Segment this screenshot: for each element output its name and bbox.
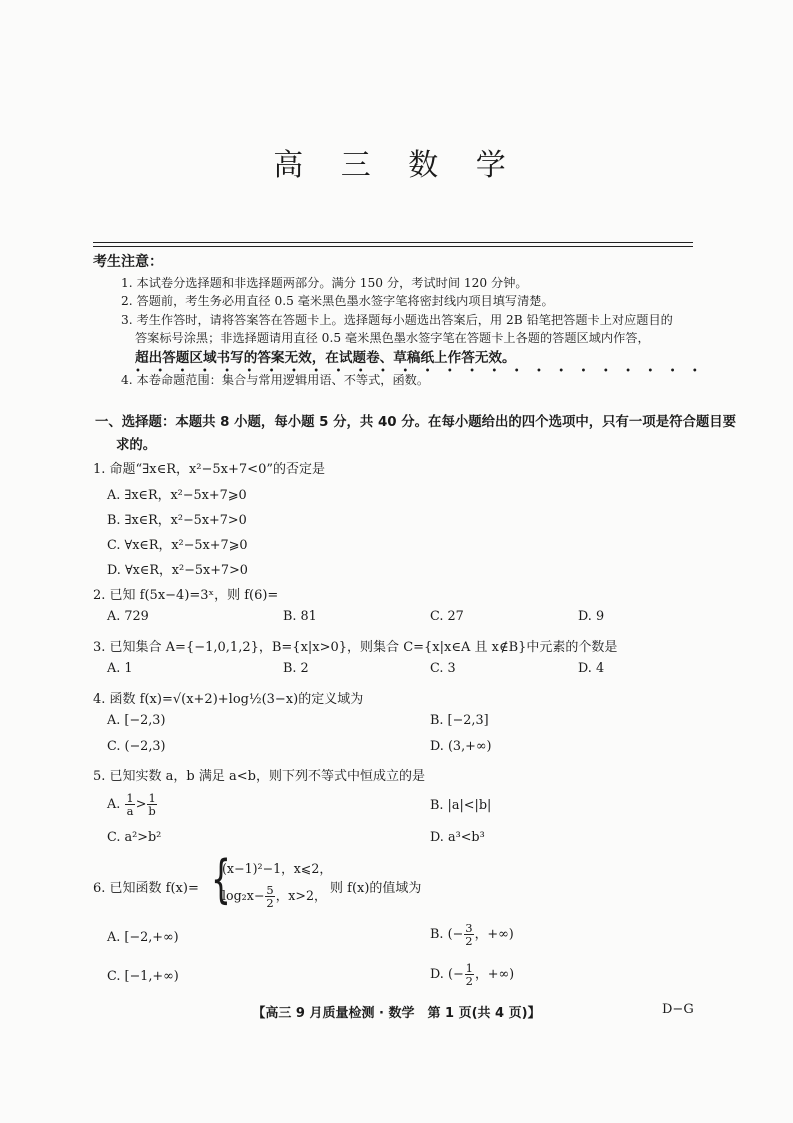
header-divider bbox=[93, 242, 693, 243]
notice-item-4: 4. 本卷命题范围：集合与常用逻辑用语、不等式，函数。 bbox=[121, 373, 430, 387]
notice-item-3-emphasis: 超出答题区域书写的答案无效，在试题卷、草稿纸上作答无效。 bbox=[135, 350, 516, 366]
option-label: A. bbox=[107, 797, 121, 813]
question-6-option-c: C. [−1,+∞) bbox=[107, 969, 179, 984]
piecewise-case-2: log₂x− $\frac{5}{2}$ ，x>2， bbox=[222, 883, 327, 911]
paper-code: D−G bbox=[662, 1002, 694, 1017]
piecewise-case-1: (x−1)²−1，x⩽2， bbox=[222, 861, 332, 876]
section-heading-cont: 求的。 bbox=[116, 438, 157, 453]
question-2-stem: 2. 已知 f(5x−4)=3ˣ，则 f(6)= bbox=[93, 588, 279, 603]
question-6-stem-prefix: 6. 已知函数 f(x)= bbox=[93, 881, 199, 896]
question-4-option-b: B. [−2,3] bbox=[430, 713, 489, 728]
fraction-3-over-2: $\frac{3}{2}$ bbox=[465, 921, 473, 949]
question-3-option-d: D. 4 bbox=[578, 661, 605, 676]
piecewise-brace: { bbox=[211, 850, 231, 910]
question-1-option-c: C. ∀x∈R，x²−5x+7⩾0 bbox=[107, 538, 248, 553]
question-6-stem-suffix: 则 f(x)的值域为 bbox=[330, 881, 422, 896]
question-3-option-c: C. 3 bbox=[430, 661, 456, 676]
question-3-stem: 3. 已知集合 A={−1,0,1,2}，B={x|x>0}，则集合 C={x|x∈A 且 x∉B}中元素的个数是 bbox=[93, 640, 618, 655]
question-6-option-d: D. (− $\frac{1}{2}$ ，+∞) bbox=[430, 961, 515, 989]
emphasis-dots: • • • • • • • • • • • • • • • • • • • • • • • • • • bbox=[135, 366, 705, 377]
question-4-stem: 4. 函数 f(x)=√(x+2)+log½(3−x)的定义域为 bbox=[93, 692, 364, 707]
question-3-option-a: A. 1 bbox=[107, 661, 133, 676]
question-1-option-a: A. ∃x∈R，x²−5x+7⩾0 bbox=[107, 488, 247, 503]
question-5-option-d: D. a³<b³ bbox=[430, 830, 485, 845]
fraction-1-over-2: $\frac{1}{2}$ bbox=[465, 961, 473, 989]
notice-item-2: 2. 答题前，考生务必用直径 0.5 毫米黑色墨水签字笔将密封线内项目填写清楚。 bbox=[121, 294, 554, 308]
question-5-stem: 5. 已知实数 a，b 满足 a<b，则下列不等式中恒成立的是 bbox=[93, 769, 425, 784]
question-1-option-d: D. ∀x∈R，x²−5x+7>0 bbox=[107, 563, 248, 578]
header-divider-thin bbox=[93, 246, 693, 247]
notice-item-3-cont: 答案标号涂黑；非选择题请用直径 0.5 毫米黑色墨水签字笔在答题卡上各题的答题区域内作答， bbox=[135, 331, 650, 345]
notice-item-1: 1. 本试卷分选择题和非选择题两部分。满分 150 分，考试时间 120 分钟。 bbox=[121, 276, 528, 290]
greater-than-sign: > bbox=[135, 797, 147, 813]
question-6-option-a: A. [−2,+∞) bbox=[107, 930, 179, 945]
question-5-option-a bbox=[107, 792, 158, 817]
page-footer: 【高三 9 月质量检测 · 数学 第 1 页(共 4 页)】 bbox=[252, 1006, 541, 1021]
question-5-option-b: B. |a|<|b| bbox=[430, 798, 492, 813]
question-2-option-d: D. 9 bbox=[578, 609, 605, 624]
fraction-1-over-b: $\frac{1}{b}$ bbox=[148, 791, 156, 819]
question-5-option-c: C. a²>b² bbox=[107, 830, 162, 845]
fraction-1-over-a: $\frac{1}{a}$ bbox=[126, 791, 134, 819]
fraction-5-over-2: $\frac{5}{2}$ bbox=[266, 883, 274, 911]
notice-item-3: 3. 考生作答时，请将答案答在答题卡上。选择题每小题选出答案后，用 2B 铅笔把答题卡上对应题目的 bbox=[121, 313, 673, 327]
section-heading: 一、选择题：本题共 8 小题，每小题 5 分，共 40 分。在每小题给出的四个选项中，只有一项是符合题目要 bbox=[95, 415, 737, 430]
question-2-option-a: A. 729 bbox=[107, 609, 149, 624]
notice-heading: 考生注意： bbox=[93, 254, 163, 270]
question-4-option-a: A. [−2,3) bbox=[107, 713, 166, 728]
question-1-stem: 1. 命题“∃x∈R，x²−5x+7<0”的否定是 bbox=[93, 462, 325, 477]
question-4-option-c: C. (−2,3) bbox=[107, 739, 166, 754]
question-3-option-b: B. 2 bbox=[283, 661, 309, 676]
question-4-option-d: D. (3,+∞) bbox=[430, 739, 492, 754]
question-1-option-b: B. ∃x∈R，x²−5x+7>0 bbox=[107, 513, 247, 528]
page-title: 高 三 数 学 bbox=[273, 148, 520, 183]
question-2-option-c: C. 27 bbox=[430, 609, 464, 624]
question-2-option-b: B. 81 bbox=[283, 609, 317, 624]
question-6-option-b: B. (− $\frac{3}{2}$ ，+∞) bbox=[430, 921, 514, 949]
